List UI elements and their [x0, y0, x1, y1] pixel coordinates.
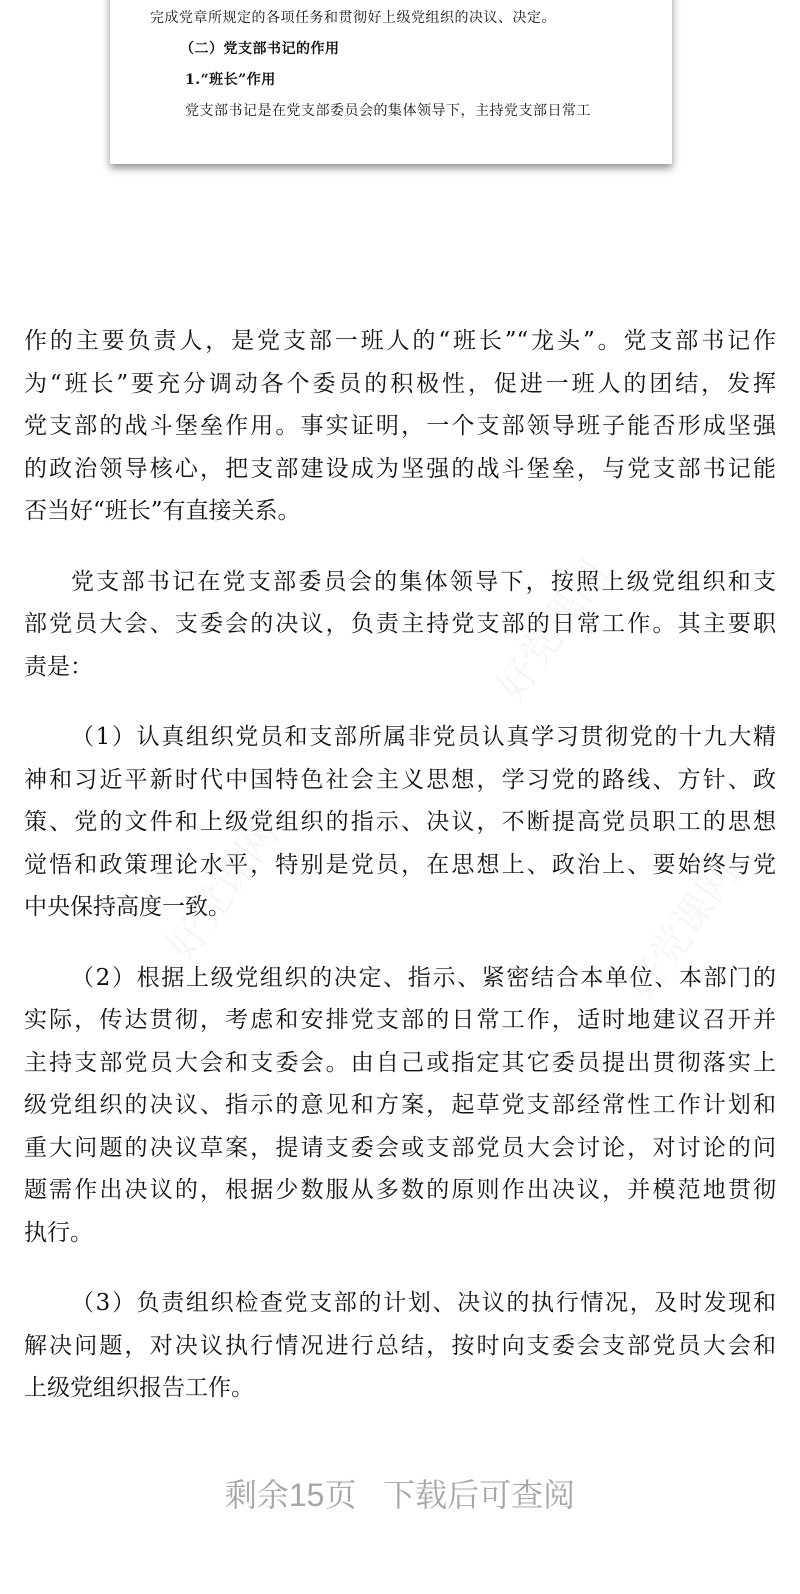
paragraph-line: 级党组织的决议、指示的意见和方案，起草党支部经常性工作计划和 [24, 1092, 776, 1118]
paragraph-line: 党支部的战斗堡垒作用。事实证明，一个支部领导班子能否形成坚强 [24, 413, 776, 439]
paragraph-line: 否当好“班长”有直接关系。 [24, 498, 301, 524]
paragraph [24, 957, 776, 1255]
remaining-pages-notice[interactable] [0, 1470, 800, 1516]
download-prompt: 下载后可查阅 [383, 1477, 576, 1513]
paragraph [24, 1282, 776, 1410]
remaining-pages-label: 剩余15页 [224, 1477, 357, 1513]
paragraph-line: 责是： [24, 653, 93, 680]
paragraph-line: 主持支部党员大会和支委会。由自己或指定其它委员提出贯彻落实上 [24, 1049, 776, 1076]
paragraph-line: （2）根据上级党组织的决定、指示、紧密结合本单位、本部门的 [71, 964, 776, 991]
paragraph-line: 上级党组织报告工作。 [24, 1375, 254, 1401]
paragraph-line: 执行。 [24, 1219, 93, 1246]
paragraph-line: 作的主要负责人，是党支部一班人的“班长”“龙头”。党支部书记作 [24, 328, 776, 354]
page-preview-card [110, 0, 672, 164]
preview-line: 完成党章所规定的各项任务和贯彻好上级党组织的决议、决定。 [150, 10, 556, 26]
paragraph [24, 561, 776, 689]
paragraph [24, 716, 776, 929]
preview-heading: （二）党支部书记的作用 [180, 41, 340, 57]
paragraph-line: 党支部书记在党支部委员会的集体领导下，按照上级党组织和支 [71, 568, 776, 595]
paragraph-line: 解决问题，对决议执行情况进行总结，按时向支委会支部党员大会和 [24, 1332, 776, 1359]
paragraph-line: 中央保持高度一致。 [24, 894, 231, 920]
preview-line: 党支部书记是在党支部委员会的集体领导下，主持党支部日常工 [185, 103, 591, 119]
paragraph-line: 部党员大会、支委会的决议，负责主持党支部的日常工作。其主要职 [24, 611, 776, 637]
paragraph-line: 的政治领导核心，把支部建设成为坚强的战斗堡垒，与党支部书记能 [24, 455, 776, 482]
paragraph-line: 重大问题的决议草案，提请支委会或支部党员大会讨论，对讨论的问 [24, 1134, 776, 1161]
preview-subheading: 1.“班长”作用 [185, 72, 276, 88]
paragraph-line: （1）认真组织党员和支部所属非党员认真学习贯彻党的十九大精 [71, 724, 776, 750]
paragraph-line: 觉悟和政策理论水平，特别是党员，在思想上、政治上、要始终与党 [24, 851, 776, 878]
paragraph-line: （3）负责组织检查党支部的计划、决议的执行情况，及时发现和 [71, 1290, 776, 1316]
paragraph-line: 为“班长”要充分调动各个委员的积极性，促进一班人的团结，发挥 [24, 370, 776, 397]
paragraph-line: 题需作出决议的，根据少数服从多数的原则作出决议，并模范地贯彻 [24, 1177, 776, 1203]
paragraph [24, 320, 776, 533]
document-body [24, 320, 776, 1410]
paragraph-line: 神和习近平新时代中国特色社会主义思想，学习党的路线、方针、政 [24, 766, 776, 793]
paragraph-line: 策、党的文件和上级党组织的指示、决议，不断提高党员职工的思想 [24, 809, 776, 835]
paragraph-line: 实际，传达贯彻，考虑和安排党支部的日常工作，适时地建议召开并 [24, 1007, 776, 1033]
